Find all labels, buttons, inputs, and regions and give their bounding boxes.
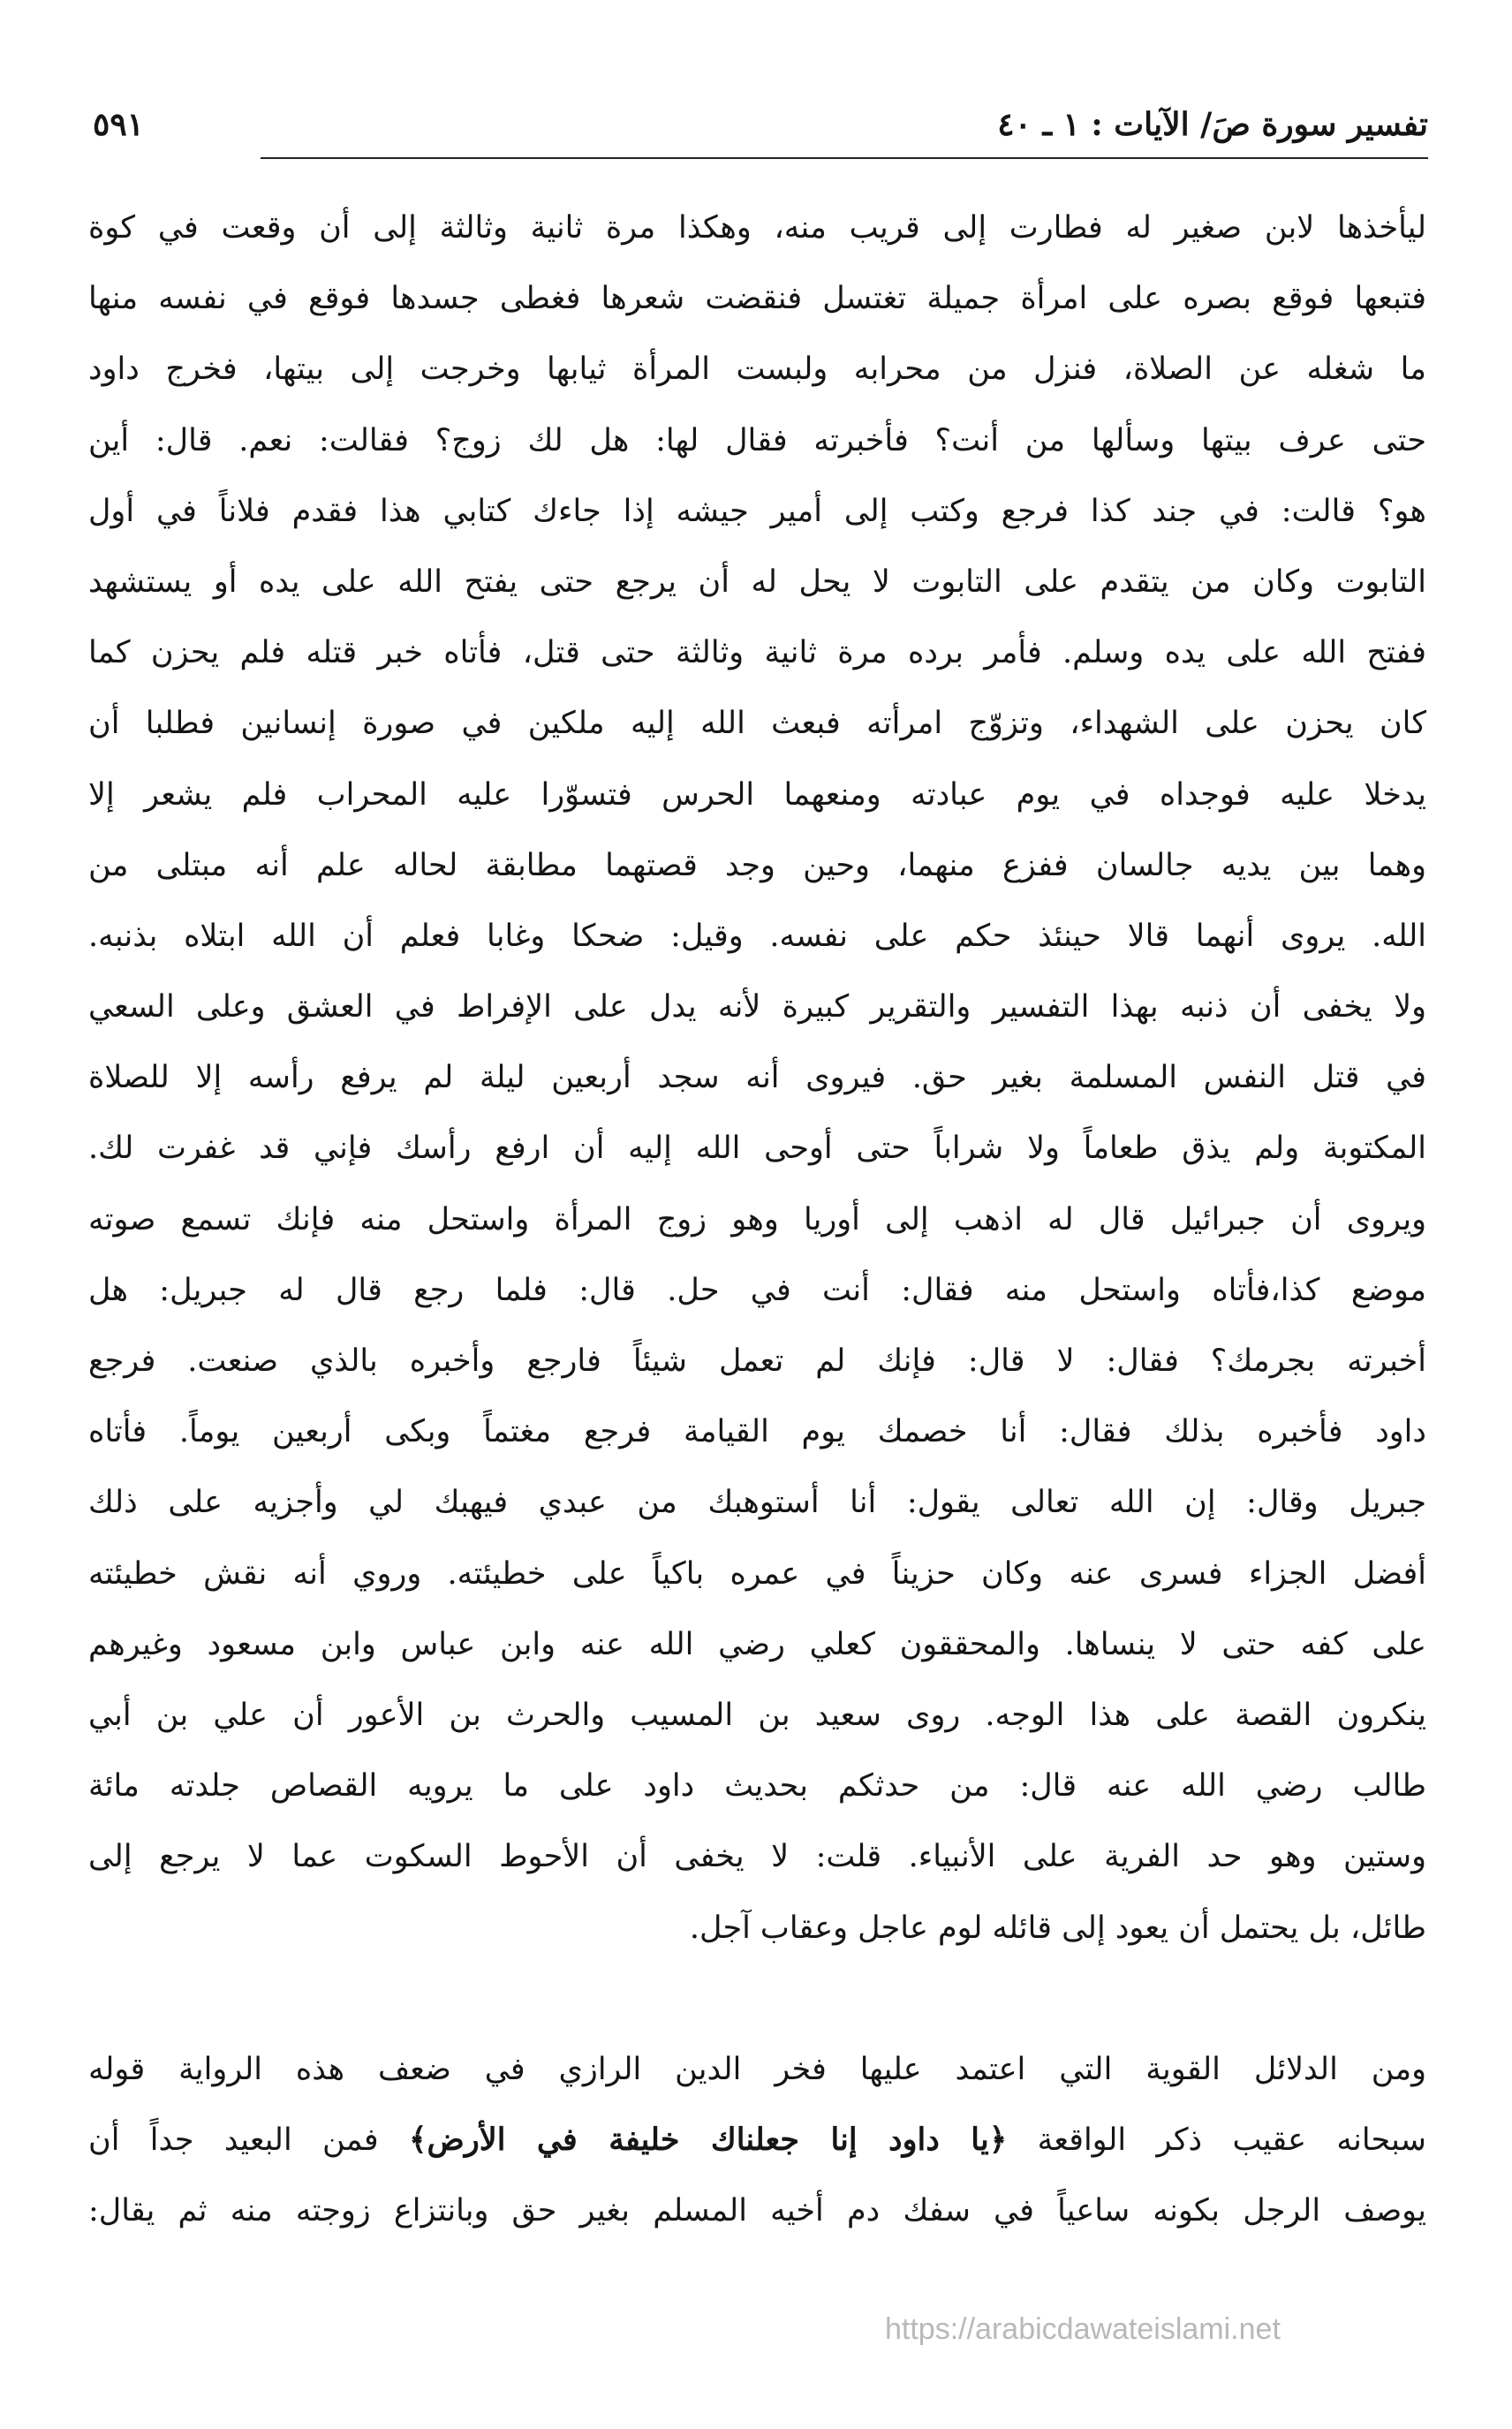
text-line: كان يحزن على الشهداء، وتزوّج امرأته فبعث الله إليه ملكين في صورة إنسانين فطلبا أن [88, 706, 1426, 742]
text-line: في قتل النفس المسلمة بغير حق. فيروى أنه سجد أربعين ليلة لم يرفع رأسه إلا للصلاة [88, 1060, 1426, 1096]
text-line: المكتوبة ولم يذق طعاماً ولا شراباً حتى أوحى الله إليه أن ارفع رأسك فإني قد غفرت لك. [88, 1131, 1426, 1167]
text-line: داود فأخبره بذلك فقال: أنا خصمك يوم القيامة فرجع مغتماً وبكى أربعين يوماً. فأتاه [88, 1414, 1426, 1450]
text-line: وستين وهو حد الفرية على الأنبياء. قلت: لا يخفى أن الأحوط السكوت عما لا يرجع إلى [88, 1839, 1426, 1875]
page-header [93, 106, 1428, 168]
text-line: أخبرته بجرمك؟ فقال: لا قال: فإنك لم تعمل شيئاً فارجع وأخبره بالذي صنعت. فرجع [88, 1343, 1426, 1379]
paragraph-gap [88, 1964, 1426, 2034]
text-line: ففتح الله على يده وسلم. فأمر برده مرة ثانية وثالثة حتى قتل، فأتاه خبر قتله فلم يحزن كما [88, 635, 1426, 671]
body-text [88, 193, 1426, 2246]
header-rule [261, 157, 1428, 159]
paragraph-2 [88, 2034, 1426, 2247]
text-line: جبريل وقال: إن الله تعالى يقول: أنا أستوهبك من عبدي فيهبك لي وأجزيه على ذلك [88, 1485, 1426, 1521]
text-line: طالب رضي الله عنه قال: من حدثكم بحديث داود على ما يرويه القصاص جلدته مائة [88, 1768, 1426, 1805]
text-line: ما شغله عن الصلاة، فنزل من محرابه ولبست المرأة ثيابها وخرجت إلى بيتها، فخرج داود [88, 352, 1426, 388]
page-number: ٥٩١ [93, 106, 145, 143]
text-line: التابوت وكان من يتقدم على التابوت لا يحل له أن يرجع حتى يفتح الله على يده أو يستشهد [88, 564, 1426, 600]
text-line: موضع كذا،فأتاه واستحل منه فقال: أنت في حل. قال: فلما رجع قال له جبريل: هل [88, 1272, 1426, 1308]
text-line: على كفه حتى لا ينساها. والمحققون كعلي رضي الله عنه وابن عباس وابن مسعود وغيرهم [88, 1626, 1426, 1662]
text-line: ليأخذها لابن صغير له فطارت إلى قريب منه، وهكذا مرة ثانية وثالثة إلى أن وقعت في كوة [88, 210, 1426, 246]
text-line: ومن الدلائل القوية التي اعتمد عليها فخر الدين الرازي في ضعف هذه الرواية قوله [88, 2051, 1426, 2087]
text-line: هو؟ قالت: في جند كذا فرجع وكتب إلى أمير جيشه إذا جاءك كتابي هذا فقدم فلاناً في أول [88, 493, 1426, 529]
text-line-with-quran-verse [88, 2105, 1426, 2176]
watermark-url: https://arabicdawateislami.net [885, 2312, 1281, 2346]
paragraph-1 [88, 193, 1426, 1964]
text-line: ويروى أن جبرائيل قال له اذهب إلى أوريا وهو زوج المرأة واستحل منه فإنك تسمع صوته [88, 1201, 1426, 1237]
text-line: أفضل الجزاء فسرى عنه وكان حزيناً في عمره باكياً على خطيئته. وروي أنه نقش خطيئته [88, 1555, 1426, 1592]
text-segment: سبحانه عقيب ذكر الواقعة [1007, 2122, 1426, 2158]
quran-verse: ﴿يا داود إنا جعلناك خليفة في الأرض﴾ [409, 2121, 1008, 2158]
text-line: ولا يخفى أن ذنبه بهذا التفسير والتقرير كبيرة لأنه يدل على الإفراط في العشق وعلى السعي [88, 989, 1426, 1025]
running-title: تفسير سورة صَ/ الآيات : ١ ـ ٤٠ [997, 106, 1428, 143]
text-line: حتى عرف بيتها وسألها من أنت؟ فأخبرته فقال لها: هل لك زوج؟ فقالت: نعم. قال: أين [88, 422, 1426, 458]
text-line: طائل، بل يحتمل أن يعود إلى قائله لوم عاجل وعقاب آجل. [689, 1910, 1426, 1946]
text-line: وهما بين يديه جالسان ففزع منهما، وحين وجد قصتهما مطابقة لحاله علم أنه مبتلى من [88, 847, 1426, 883]
text-line: ينكرون القصة على هذا الوجه. روى سعيد بن المسيب والحرث بن الأعور أن علي بن أبي [88, 1697, 1426, 1733]
text-segment: فمن البعيد جداً أن [88, 2122, 410, 2158]
text-line: يوصف الرجل بكونه ساعياً في سفك دم أخيه المسلم بغير حق وبانتزاع زوجته منه ثم يقال: [88, 2193, 1426, 2229]
text-line: يدخلا عليه فوجداه في يوم عبادته ومنعهما الحرس فتسوّرا عليه المحراب فلم يشعر إلا [88, 776, 1426, 813]
text-line: فتبعها فوقع بصره على امرأة جميلة تغتسل فنقضت شعرها فغطى جسدها فوقع في نفسه منها [88, 281, 1426, 317]
text-line: الله. يروى أنهما قالا حينئذ حكم على نفسه. وقيل: ضحكا وغابا فعلم أن الله ابتلاه بذنبه. [88, 918, 1426, 954]
